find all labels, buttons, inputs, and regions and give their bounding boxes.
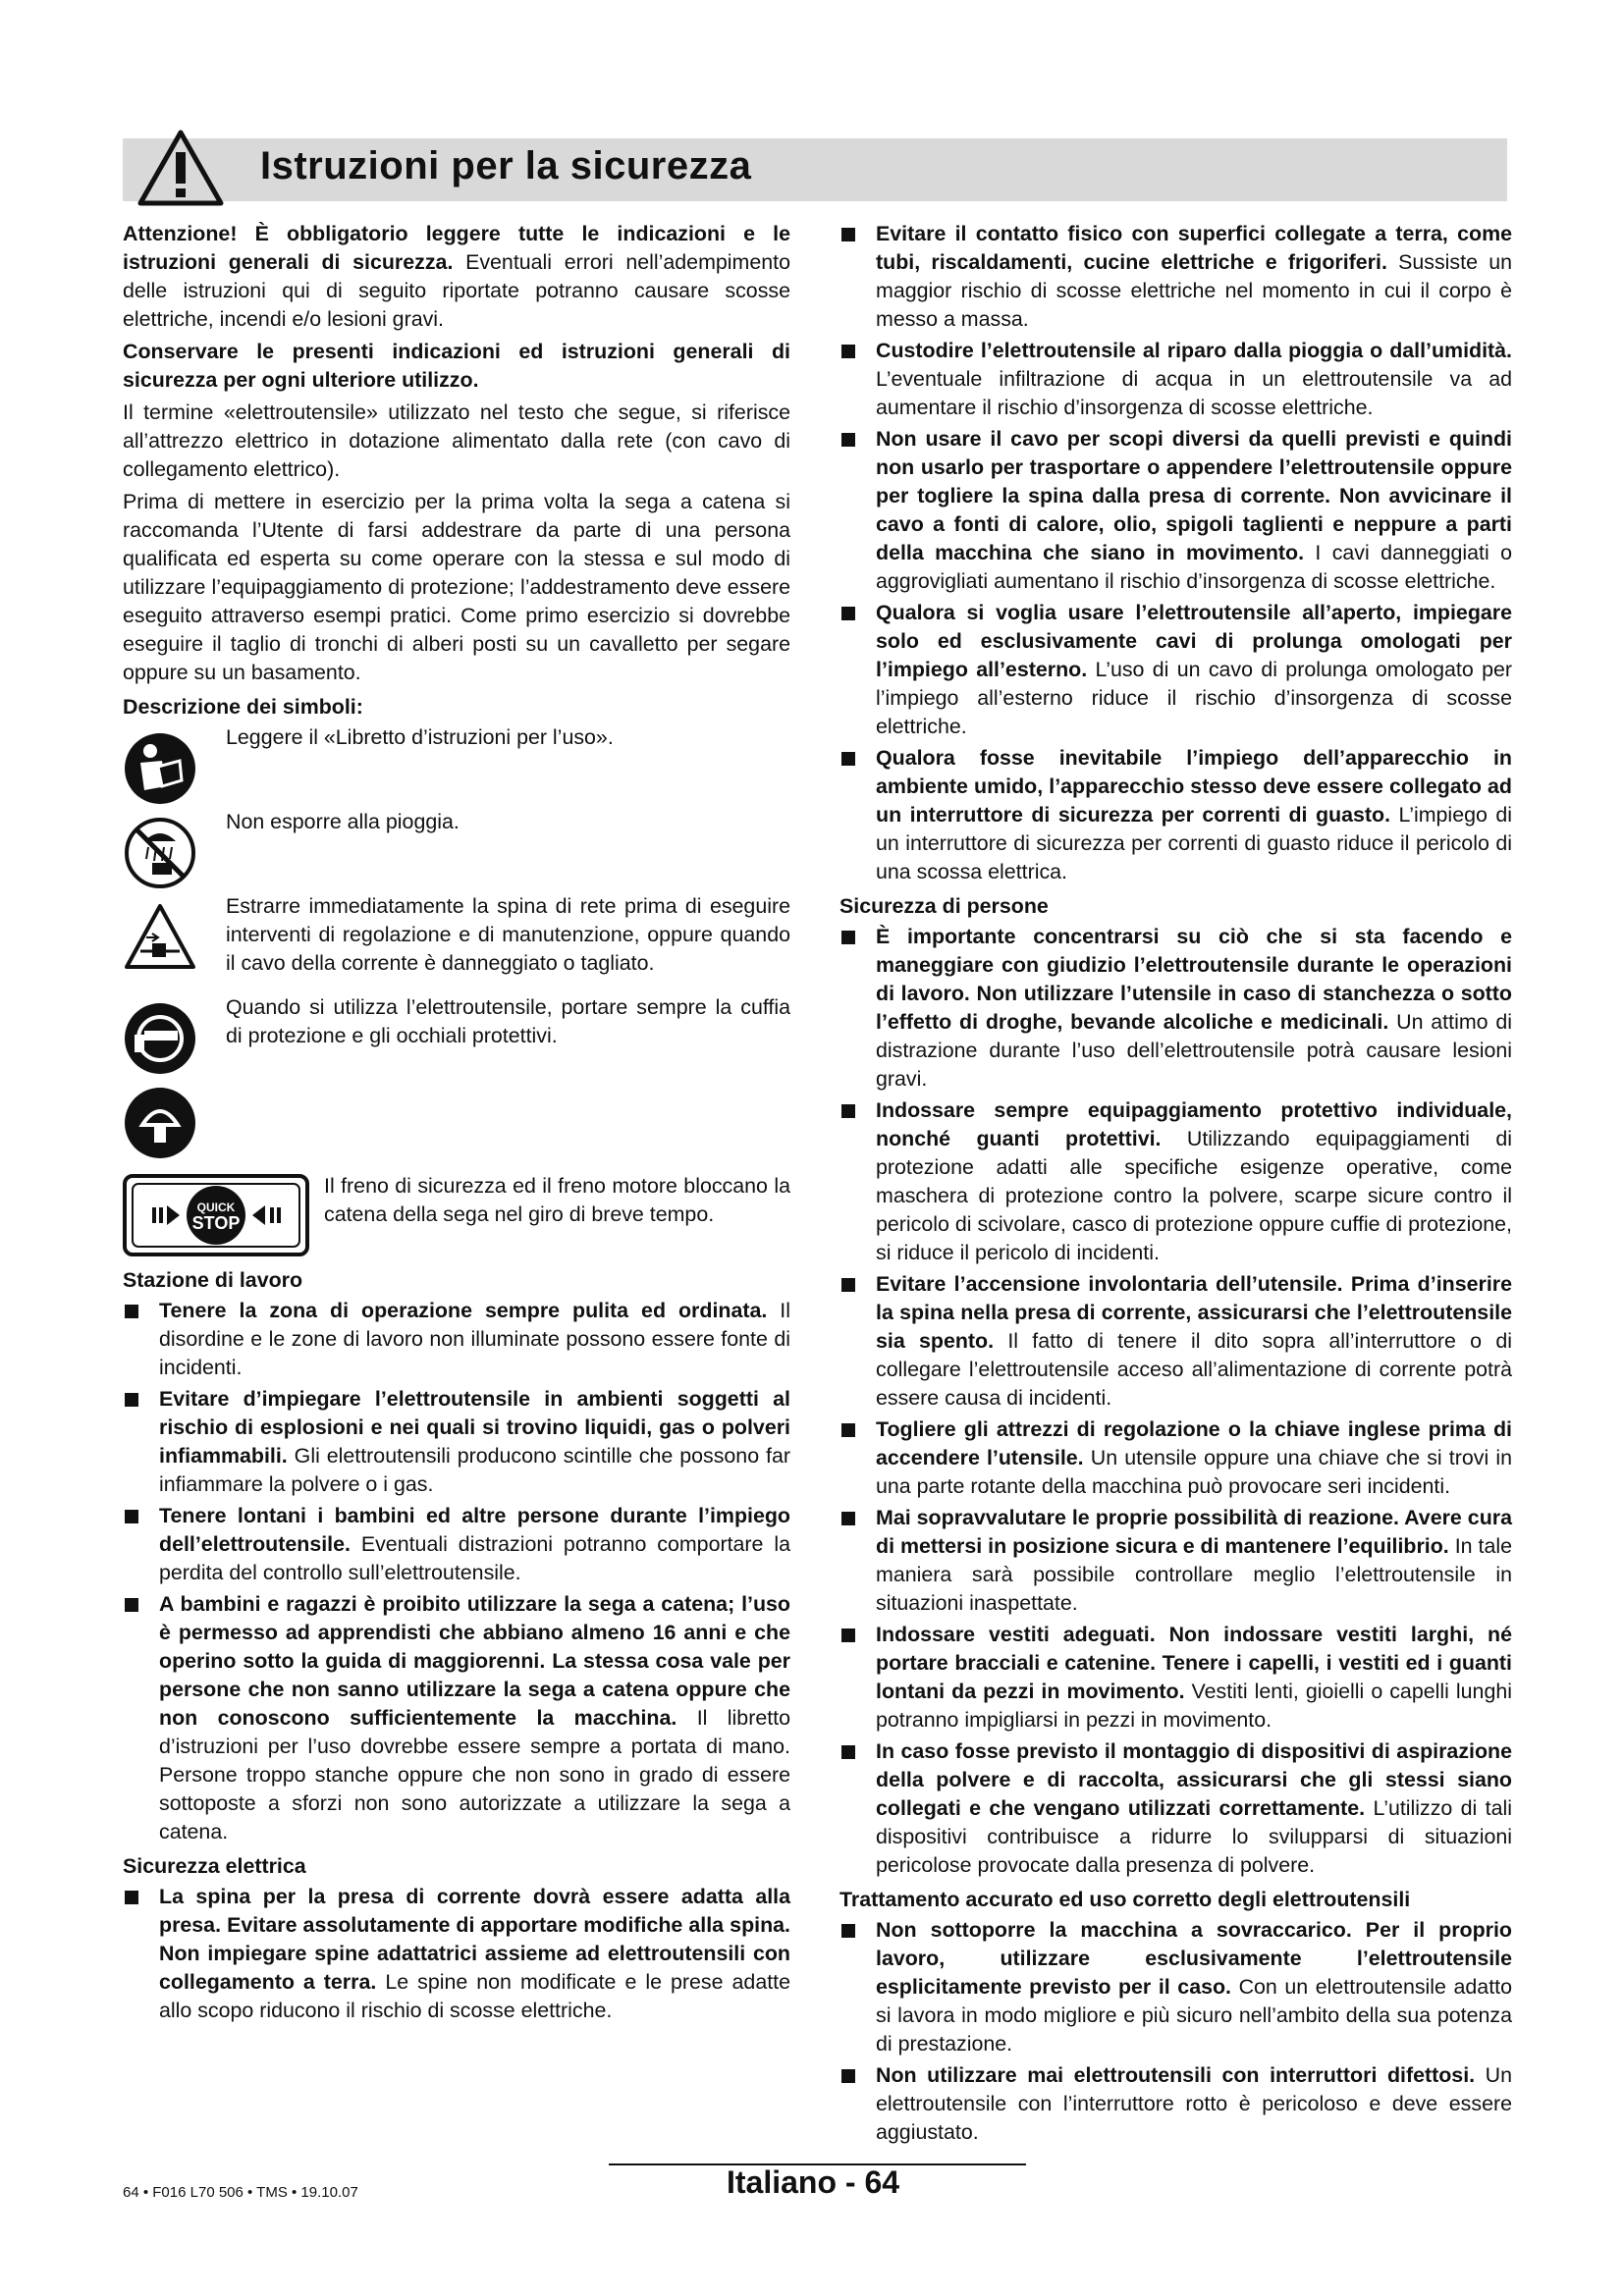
list-item: Mai sopravvalutare le proprie possibilità di reazione. Avere cura di mettersi in posizione sicura e di mantenere l’equilibrio. In tale maniera sarà possibile controllare meglio l’elettroutensile in situazioni inaspettate. [839, 1504, 1512, 1618]
list-item: Indossare vestiti adeguati. Non indossare vestiti larghi, né portare bracciali e catenine. Tenere i capelli, i vestiti ed i guanti lontani da pezzi in movimento. Vestiti lenti, gioielli o capelli lunghi potranno impigliarsi in pezzi in movimento. [839, 1621, 1512, 1735]
list-item: Evitare d’impiegare l’elettroutensile in ambienti soggetti al rischio di esplosioni e nei quali si trovino liquidi, gas o polveri infiammabili. Gli elettroutensili producono scintille che possono far infiammare la polvere o i gas. [123, 1385, 790, 1499]
list-item: Qualora fosse inevitabile l’impiego dell’apparecchio in ambiente umido, l’apparecchio stesso deve essere collegato ad un interruttore di sicurezza per correnti di guasto. L’impiego di un interruttore di sicurezza per correnti di guasto riduce il pericolo di una scossa elettrica. [839, 744, 1512, 886]
warning-triangle-icon [136, 129, 225, 207]
list-item: Non utilizzare mai elettroutensili con interruttori difettosi. Un elettroutensile con l’interruttore rotto è pericoloso e deve essere aggiustato. [839, 2061, 1512, 2147]
stop-label: STOP [191, 1213, 241, 1233]
ear-eye-protection-icon [123, 1001, 197, 1076]
unplug-warning-icon [123, 900, 197, 975]
list-item: Non sottoporre la macchina a sovraccarico. Per il proprio lavoro, utilizzare esclusivamente l’elettroutensile esplicitamente previsto per il caso. Con un elettroutensile adatto si lavora in modo migliore e più sicuro nell’ambito della sua potenza di prestazione. [839, 1916, 1512, 2058]
left-column [123, 220, 790, 2028]
symbol-read-manual [123, 723, 790, 792]
symbols-heading: Descrizione dei simboli: [123, 695, 363, 719]
quick-stop-icon [123, 1174, 309, 1256]
definition-paragraph: Il termine «elettroutensile» utilizzato nel testo che segue, si riferisce all’attrezzo elettrico in dotazione alimentato dalla rete (con cavo di collegamento elettrico). [123, 400, 790, 481]
symbol-quick-stop [123, 1172, 790, 1260]
tool-care-heading: Trattamento accurato ed uso corretto degli elettroutensili [839, 1888, 1411, 1911]
symbol-unplug-text: Estrarre immediatamente la spina di rete prima di eseguire interventi di regolazione e di manutenzione, oppure quando il cavo della corrente è danneggiato o tagliato. [226, 894, 790, 975]
list-item: Custodire l’elettroutensile al riparo dalla pioggia o dall’umidità. L’eventuale infiltrazione di acqua in un elettroutensile va ad aumentare il rischio d’insorgenza di scosse elettriche. [839, 337, 1512, 422]
intro-paragraph: Attenzione! È obbligatorio leggere tutte le indicazioni e le istruzioni generali di sicurezza. Eventuali errori nell’adempimento delle istruzioni qui di seguito riportate potranno causare scosse elettriche, incendi e/o lesioni gravi. [123, 222, 790, 331]
helmet-protection-icon [123, 1086, 197, 1160]
quick-label: QUICK [196, 1201, 236, 1214]
list-item: È importante concentrarsi su ciò che si sta facendo e maneggiare con giudizio l’elettroutensile durante le operazioni di lavoro. Non utilizzare l’utensile in caso di stanchezza o sotto l’effetto di droghe, bevande alcoliche e medicinali. Un attimo di distrazione durante l’uso dell’elettroutensile potrà causare lesioni gravi. [839, 923, 1512, 1094]
symbol-helmet [123, 1078, 790, 1156]
list-item: Tenere lontani i bambini ed altre persone durante l’impiego dell’elettroutensile. Eventuali distrazioni potranno comportare la perdita del controllo sull’elettroutensile. [123, 1502, 790, 1587]
read-manual-icon [123, 731, 197, 806]
section-header [123, 138, 1507, 201]
personal-safety-heading: Sicurezza di persone [839, 894, 1049, 918]
page-title: Istruzioni per la sicurezza [260, 144, 752, 187]
workplace-heading: Stazione di lavoro [123, 1268, 303, 1292]
page-number: Italiano - 64 [727, 2164, 900, 2200]
list-item: Togliere gli attrezzi di regolazione o la chiave inglese prima di accendere l’utensile. Un utensile oppure una chiave che si trovi in una parte rotante della macchina può provocare seri incidenti. [839, 1415, 1512, 1501]
list-item: Tenere la zona di operazione sempre pulita ed ordinata. Il disordine e le zone di lavoro non illuminate possono essere fonte di incidenti. [123, 1297, 790, 1382]
electric-safety-heading: Sicurezza elettrica [123, 1854, 306, 1878]
symbol-quick-stop-text: Il freno di sicurezza ed il freno motore bloccano la catena della sega nel giro di breve tempo. [324, 1174, 790, 1226]
footer-code: 64 • F016 L70 506 • TMS • 19.10.07 [123, 2184, 358, 2201]
list-item: Non usare il cavo per scopi diversi da quelli previsti e quindi non usarlo per trasportare o appendere l’elettroutensile oppure per togliere la spina dalla presa di corrente. Non avvicinare il cavo a fonti di calore, olio, spigoli taglienti e neppure a parti della macchina che siano in movimento. I cavi danneggiati o aggrovigliati aumentano il rischio d’insorgenza di scosse elettriche. [839, 425, 1512, 596]
keep-instructions-paragraph: Conservare le presenti indicazioni ed istruzioni generali di sicurezza per ogni ulteriore utilizzo. [123, 340, 790, 392]
no-rain-icon [123, 816, 197, 890]
symbol-no-rain [123, 808, 790, 877]
list-item: Evitare il contatto fisico con superfici collegate a terra, come tubi, riscaldamenti, cucine elettriche e frigoriferi. Sussiste un maggior rischio di scosse elettriche nel momento in cui il corpo è messo a massa. [839, 220, 1512, 334]
list-item: Evitare l’accensione involontaria dell’utensile. Prima d’inserire la spina nella presa di corrente, assicurarsi che l’elettroutensile sia spento. Il fatto di tenere il dito sopra all’interruttore o di collegare l’elettroutensile acceso all’alimentazione di corrente potrà essere causa di incidenti. [839, 1270, 1512, 1413]
symbol-read-manual-text: Leggere il «Libretto d’istruzioni per l’uso». [226, 725, 614, 749]
list-item: Qualora si voglia usare l’elettroutensile all’aperto, impiegare solo ed esclusivamente cavi di prolunga omologati per l’impiego all’esterno. L’uso di un cavo di prolunga omologato per l’impiego all’esterno riduce il rischio d’insorgenza di scosse elettriche. [839, 599, 1512, 741]
list-item: A bambini e ragazzi è proibito utilizzare la sega a catena; l’uso è permesso ad apprendisti che abbiano almeno 16 anni e che operino sotto la guida di maggiorenni. La stessa cosa vale per persone che non sanno utilizzare la sega a catena oppure che non conoscono sufficientemente la macchina. Il libretto d’istruzioni per l’uso dovrebbe essere sempre a portata di mano. Persone troppo stanche oppure che non sono in grado di essere sottoposte a sforzi non sono autorizzate a utilizzare la sega a catena. [123, 1590, 790, 1846]
right-column [839, 220, 1512, 2150]
symbol-no-rain-text: Non esporre alla pioggia. [226, 810, 460, 833]
symbol-ear-eye-protection [123, 993, 790, 1062]
symbol-unplug [123, 892, 790, 978]
training-paragraph: Prima di mettere in esercizio per la prima volta la sega a catena si raccomanda l’Utente di farsi addestrare da parte di una persona qualificata ed esperta su come operare con la stessa e sul modo di utilizzare l’equipaggiamento di protezione; l’addestramento deve essere eseguito attraverso esempi pratici. Come primo esercizio si dovrebbe eseguire il taglio di tronchi di alberi posti su un cavalletto per segare oppure su un basamento. [123, 490, 790, 684]
list-item: In caso fosse previsto il montaggio di dispositivi di aspirazione della polvere e di raccolta, assicurarsi che gli stessi siano collegati e che vengano utilizzati correttamente. L’utilizzo di tali dispositivi contribuisce a ridurre lo svilupparsi di situazioni pericolose provocate dalla presenza di polvere. [839, 1737, 1512, 1880]
list-item: Indossare sempre equipaggiamento protettivo individuale, nonché guanti protettivi. Utilizzando equipaggiamenti di protezione adatti alle specifiche esigenze operative, come maschera di protezione contro la polvere, scarpe sicure contro il pericolo di scivolare, casco di protezione oppure cuffie di protezione, si riduce il pericolo di incidenti. [839, 1096, 1512, 1267]
list-item: La spina per la presa di corrente dovrà essere adatta alla presa. Evitare assolutamente di apportare modifiche alla spina. Non impiegare spine adattatrici assieme ad elettroutensili con collegamento a terra. Le spine non modificate e le prese adatte allo scopo riducono il rischio di scosse elettriche. [123, 1883, 790, 2025]
symbol-ear-eye-protection-text: Quando si utilizza l’elettroutensile, portare sempre la cuffia di protezione e gli occhiali protettivi. [226, 995, 790, 1047]
